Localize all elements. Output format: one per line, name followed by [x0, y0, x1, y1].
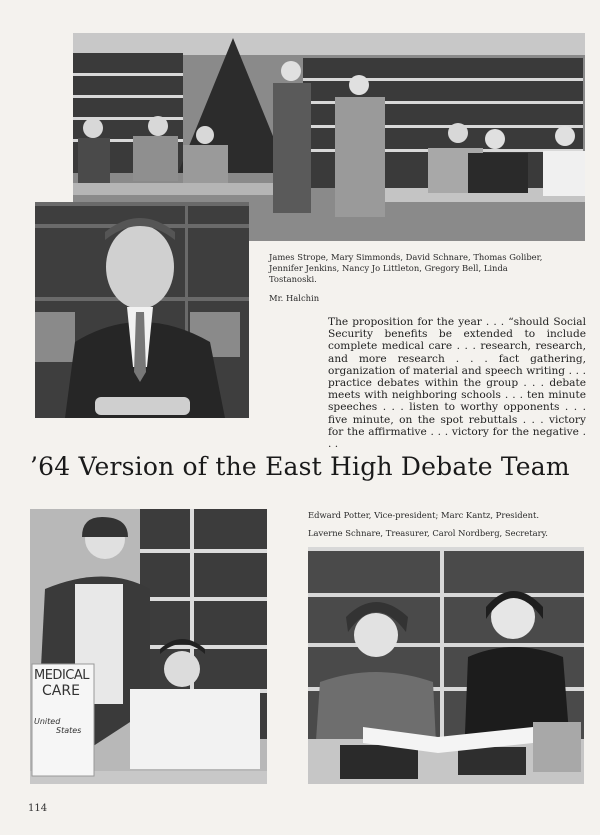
medical-care-sign: [34, 668, 92, 735]
caption-line: James Strope, Mary Simmonds, David Schnare, Thomas Goliber,: [269, 252, 543, 262]
sign-line: MEDICAL: [34, 668, 89, 683]
sign-line: United: [34, 717, 61, 726]
sign-line: States: [56, 726, 82, 735]
page-number: 114: [28, 803, 48, 814]
page-title: ’64 Version of the East High Debate Team: [30, 452, 570, 481]
debate-description: The proposition for the year . . . “should Social Security benefits be extended to include complete medical care . . . research, research, and more research . . . fact gathering, organization of material and speech writing . . . practice debates within the group . . . debate meets with neighboring schools . . . ten minute speeches . . . listen to worthy opponents . . . five minute, on the spot rebuttals . . . victory for the affirmative . . . victory for the negative . . .: [328, 316, 586, 451]
officers-caption: [308, 506, 590, 542]
officers-photo-left: [30, 509, 267, 784]
advisor-caption: Mr. Halchin: [269, 293, 320, 303]
caption-line: Edward Potter, Vice-president; Marc Kantz, President.: [308, 510, 539, 520]
group-photo-caption: [269, 252, 589, 285]
caption-line: Laverne Schnare, Treasurer, Carol Nordberg, Secretary.: [308, 528, 548, 538]
officers-photo-right: [308, 547, 584, 784]
advisor-photo: [35, 202, 249, 418]
caption-line: Jennifer Jenkins, Nancy Jo Littleton, Gregory Bell, Linda: [269, 263, 508, 273]
sign-line: CARE: [42, 683, 80, 699]
caption-line: Tostanoski.: [269, 274, 317, 284]
